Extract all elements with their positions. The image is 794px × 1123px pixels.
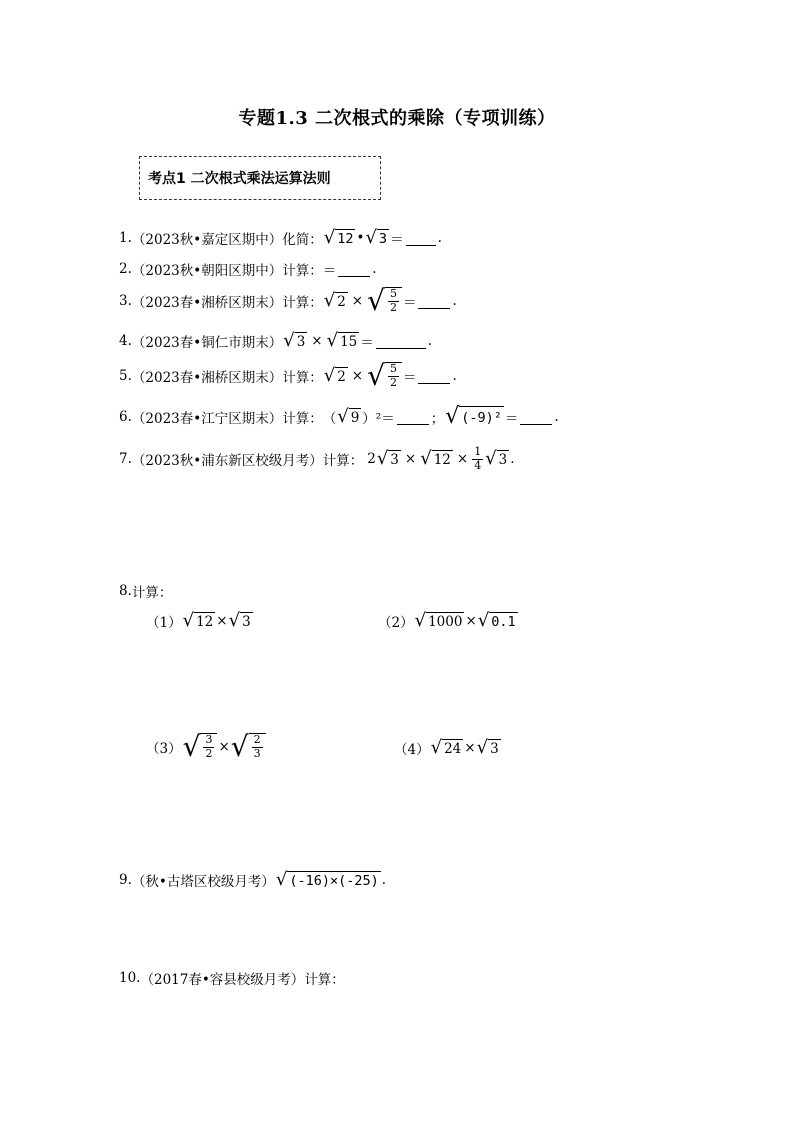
question-number: 1. xyxy=(119,230,132,246)
question-5: 5. （2023春•湘桥区期末） 计算： √ 2 × √ $\frac{5}{2}$ ＝ . xyxy=(119,359,457,392)
question-text: 计算： xyxy=(304,972,345,988)
question-number: 6. xyxy=(119,409,132,425)
question-number: 7. xyxy=(119,451,132,468)
dot-operator: • xyxy=(356,230,365,246)
equals-sign: ＝ xyxy=(402,295,417,311)
sqrt-expr: √ 3 xyxy=(228,610,251,631)
times-operator: × xyxy=(351,293,364,309)
section-label: 考点1 二次根式乘法运算法则 xyxy=(148,171,331,187)
question-number: 2. xyxy=(119,261,132,277)
sqrt-expr: √ 3 xyxy=(283,330,306,351)
answer-blank[interactable] xyxy=(376,334,426,349)
fraction: $\frac{1}{4}$ xyxy=(474,445,482,472)
answer-blank[interactable] xyxy=(520,410,552,425)
question-text: 计算： xyxy=(282,370,323,386)
sqrt-expr: √ 12 xyxy=(182,610,214,631)
question-text: 化简： xyxy=(282,232,323,248)
question-4: 4. （2023春•铜仁市期末） √ 3 × √ 15 ＝ . xyxy=(119,330,433,351)
question-source: （2023春•湘桥区期末） xyxy=(131,370,283,386)
question-10 xyxy=(119,968,345,988)
answer-blank[interactable] xyxy=(418,294,450,309)
sqrt-expr: √ 3 xyxy=(365,227,388,248)
sqrt-expr: √ 3 xyxy=(485,448,508,470)
question-8-part-2: （2） √ 1000 × √ 0.1 xyxy=(378,610,516,631)
equals-sign: ＝ xyxy=(390,232,404,248)
sqrt-expr: √ (-16)×(-25) xyxy=(275,869,379,890)
question-source: （2023春•江宁区期末） xyxy=(131,411,283,427)
times-operator: × xyxy=(216,613,228,629)
sqrt-expr: √ 3 xyxy=(376,448,399,470)
question-text: 计算： xyxy=(131,585,173,601)
sqrt-expr: √ 3 xyxy=(476,737,499,758)
question-9: 9. （秋•古塔区校级月考） √ (-16)×(-25) . xyxy=(119,869,387,890)
question-text: 计算： xyxy=(282,411,323,427)
equals-sign: ＝ xyxy=(402,370,417,386)
question-text: 计算：＝ xyxy=(282,263,337,279)
page-title: 专题1.3 二次根式的乘除（专项训练） xyxy=(238,108,556,129)
equals-sign: ＝ xyxy=(504,411,519,427)
question-number: 5. xyxy=(119,368,132,384)
question-source: （2023春•湘桥区期末） xyxy=(131,295,283,311)
equals-sign: ＝ xyxy=(360,335,374,351)
sqrt-fraction: √ $\frac{5}{2}$ xyxy=(367,287,402,315)
answer-blank[interactable] xyxy=(338,262,370,277)
question-8-part-3: （3） √ $\frac{3}{2}$ × √ $\frac{2}{3}$ xyxy=(146,733,267,761)
question-number: 10. xyxy=(119,970,141,986)
question-source: （2023春•铜仁市期末） xyxy=(131,335,283,351)
times-operator: × xyxy=(465,613,477,629)
sqrt-expr: √ 2 xyxy=(323,290,346,311)
sqrt-expr: √ 0.1 xyxy=(477,610,516,631)
question-7: 7. （2023秋•浦东新区校级月考） 计算： 2 √ 3 × √ 12 × $\frac{1}{4}$ √ 3 . xyxy=(119,445,515,472)
sqrt-expr: √ 24 xyxy=(430,737,462,758)
question-3: 3. （2023春•湘桥区期末） 计算： √ 2 × √ $\frac{5}{2}$ ＝ . xyxy=(119,284,457,317)
question-8-part-1: （1） √ 12 × √ 3 xyxy=(146,610,251,631)
question-number: 8. xyxy=(119,583,132,599)
question-number: 9. xyxy=(119,872,132,888)
times-operator: × xyxy=(464,740,476,756)
sqrt-expr: √ 2 xyxy=(323,365,346,386)
times-operator: × xyxy=(351,368,364,384)
question-2: 2. （2023秋•朝阳区期中） 计算：＝ . xyxy=(119,261,377,279)
sqrt-expr: √ 12 xyxy=(323,227,354,248)
answer-blank[interactable] xyxy=(406,231,436,246)
question-8-part-4: （4） √ 24 × √ 3 xyxy=(394,737,499,758)
question-number: 3. xyxy=(119,293,132,309)
sqrt-expr: √ 15 xyxy=(326,330,358,351)
times-operator: × xyxy=(218,739,230,755)
question-8 xyxy=(119,581,172,601)
sqrt-fraction: √ $\frac{2}{3}$ xyxy=(231,733,266,761)
question-6: 6. （2023春•江宁区期末） 计算： （ √ 9 ）²＝ ； √ (-9)² ＝ . xyxy=(119,404,559,429)
sqrt-expr: √ 9 xyxy=(337,406,360,427)
answer-blank[interactable] xyxy=(397,410,429,425)
question-text: 计算： xyxy=(282,295,323,311)
times-operator: × xyxy=(456,451,469,468)
times-operator: × xyxy=(311,333,323,349)
question-source: （2017春•容县校级月考） xyxy=(140,972,305,988)
section-box xyxy=(139,156,381,200)
times-operator: × xyxy=(404,451,417,468)
sqrt-expr: √ 1000 xyxy=(414,610,463,631)
question-source: （2023秋•嘉定区期中） xyxy=(131,232,283,248)
answer-blank[interactable] xyxy=(418,369,450,384)
sqrt-expr: √ (-9)² xyxy=(445,404,502,429)
sqrt-expr: √ 12 xyxy=(420,448,451,470)
question-source: （2023秋•浦东新区校级月考） xyxy=(131,453,323,470)
sqrt-fraction: √ $\frac{5}{2}$ xyxy=(367,362,402,390)
question-1: 1. （2023秋•嘉定区期中） 化简： √ 12 • √ 3 ＝ . xyxy=(119,227,442,248)
question-source: （2023秋•朝阳区期中） xyxy=(131,263,283,279)
question-text: 计算： xyxy=(322,453,364,470)
question-source: （秋•古塔区校级月考） xyxy=(131,874,275,890)
sqrt-fraction: √ $\frac{3}{2}$ xyxy=(183,733,218,761)
question-number: 4. xyxy=(119,333,132,349)
